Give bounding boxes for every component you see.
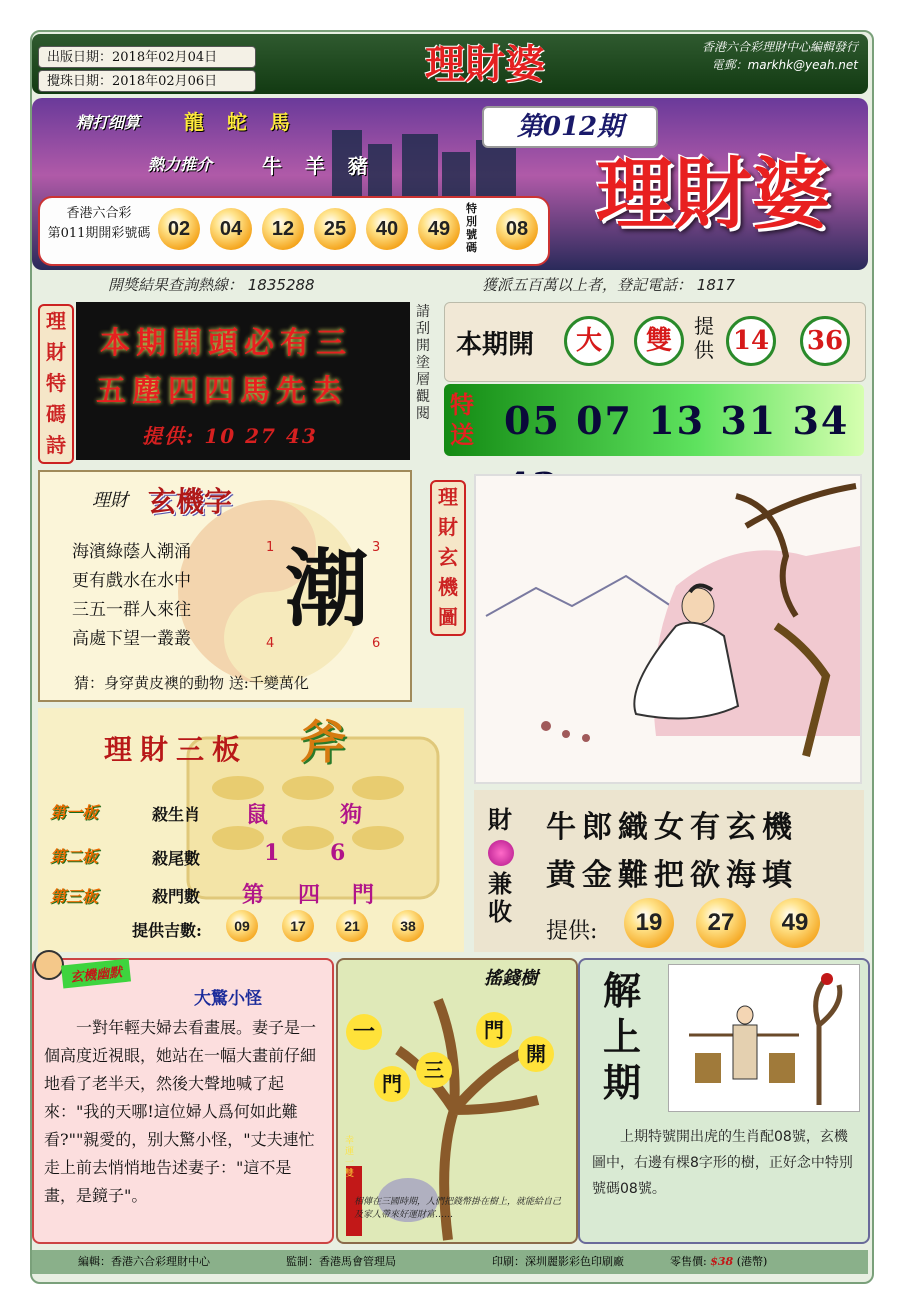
mystic-word-title: 玄機字 <box>148 485 233 518</box>
poem-line-1: 本期開頭必有三 <box>100 326 352 361</box>
precise-label: 精打细算 <box>76 113 141 132</box>
board-2-title: 殺尾數 <box>152 849 201 868</box>
corner-number: 3 <box>372 540 381 555</box>
corner-number: 1 <box>266 540 275 555</box>
publisher-info <box>610 38 858 74</box>
result-ball: 49 <box>418 208 460 250</box>
fruit-tag: 門 <box>476 1012 512 1048</box>
price-value: $38 <box>710 1255 734 1268</box>
mystic-poem-line: 三五一群人來往 <box>72 600 191 620</box>
big-indicator: 大 <box>564 316 614 366</box>
result-ball: 12 <box>262 208 304 250</box>
draw-date: 攪珠日期：2018年02月06日 <box>38 70 256 92</box>
even-indicator: 雙 <box>634 316 684 366</box>
board-2-label: 第二板 <box>50 847 99 866</box>
fruit-tag: 開 <box>518 1036 554 1072</box>
mystic-word-label: 理財 <box>92 490 128 511</box>
poem-provide: 提供: 10 27 43 <box>142 424 318 448</box>
lucky-ball: 09 <box>226 910 258 942</box>
lottery-name: 香港六合彩 <box>66 206 132 221</box>
mystic-hint: 猜：身穿黄皮襖的動物 送:千變萬化 <box>74 674 309 692</box>
footer-price <box>670 1250 767 1274</box>
scratch-hint: 請刮開塗層觀閱 <box>416 304 430 422</box>
swirl-icon <box>488 840 514 866</box>
brand-title-large: 理財婆 <box>595 149 830 240</box>
wealth-ball: 19 <box>624 898 674 948</box>
mystic-picture <box>474 474 862 784</box>
mystic-poem <box>72 538 191 654</box>
board-1-title: 殺生肖 <box>152 805 201 824</box>
hot-label: 熱力推介 <box>148 155 213 174</box>
wealth-side-top: 財 <box>488 805 512 834</box>
wealth-line-2: 黄金難把欲海填 <box>546 858 798 893</box>
lucky-ball: 38 <box>392 910 424 942</box>
result-ball: 02 <box>158 208 200 250</box>
special-result-ball: 08 <box>496 208 538 250</box>
wealth-provide-label: 提供: <box>546 919 598 944</box>
fruit-tag: 三 <box>416 1052 452 1088</box>
three-boards-title: 理財三板 <box>104 733 249 766</box>
fruit-tag: 門 <box>374 1066 410 1102</box>
board-3-value: 第 <box>242 882 265 908</box>
corner-number: 4 <box>266 636 275 651</box>
axe-character: 斧 <box>300 715 346 769</box>
wealth-side-bottom: 兼收 <box>488 869 512 926</box>
humor-text: 一對年輕夫婦去看畫展。妻子是一個高度近視眼，她站在一幅大畫前仔細地看了老半天，然後大聲地喊了起來："我的天哪!這位婦人爲何如此難看?""親愛的，别大驚小怪，"丈夫連忙走上前去悄悄地告述妻子："這不是畫，是鏡子"。 <box>44 1018 317 1205</box>
provide-number-2: 36 <box>800 316 850 366</box>
register-phone: 獲派五百萬以上者，登記電話： 1817 <box>482 276 735 294</box>
result-ball: 25 <box>314 208 356 250</box>
result-hotline: 開獎結果查詢熱線： 1835288 <box>108 276 315 294</box>
wealth-ball: 49 <box>770 898 820 948</box>
board-3-title: 殺門數 <box>152 887 201 906</box>
scholar-illustration <box>476 476 860 782</box>
brand-title-small: 理財婆 <box>425 41 545 88</box>
board-2-value: 6 <box>330 840 346 866</box>
lucky-ball: 17 <box>282 910 314 942</box>
issue-number: 第012期 <box>482 106 658 148</box>
publisher-email[interactable]: 電郵：markhk@yeah.net <box>711 58 858 72</box>
lucky-ball: 21 <box>336 910 368 942</box>
board-3-label: 第三板 <box>50 887 99 906</box>
result-ball: 40 <box>366 208 408 250</box>
wealth-line-1: 牛郎織女有玄機 <box>546 810 798 845</box>
solve-last-text: 上期特號開出虎的生肖配08號，玄機圖中，右邊有棵8字形的樹，正好念中特別號碼08號。 <box>592 1129 853 1197</box>
poem-tag: 理財特碼詩 <box>38 304 74 464</box>
special-tag: 特送 <box>450 390 474 449</box>
skyline-building <box>402 134 438 200</box>
fruit-tag: 一 <box>346 1014 382 1050</box>
lucky-label: 提供吉數: <box>132 921 202 940</box>
cartoon-avatar-icon <box>34 950 64 980</box>
mystic-poem-line: 海濱綠蔭人潮涌 <box>72 542 191 562</box>
result-ball: 04 <box>210 208 252 250</box>
board-1-value: 鼠 <box>246 802 269 828</box>
footer-editor: 編輯：香港六合彩理財中心 <box>78 1255 210 1268</box>
humor-title: 大驚小怪 <box>194 989 262 1009</box>
solve-last-title: 解上期 <box>602 968 641 1105</box>
board-3-value: 門 <box>352 882 375 908</box>
special-number-label: 特別號碼 <box>466 202 477 254</box>
precise-zodiacs: 龍 蛇 馬 <box>184 110 298 134</box>
price-currency: (港幣) <box>736 1255 768 1268</box>
last-issue-label: 第011期開彩號碼 <box>47 226 151 241</box>
mystic-picture-tag: 理財玄機圖 <box>430 480 466 636</box>
corner-number: 6 <box>372 636 381 651</box>
wealth-ball: 27 <box>696 898 746 948</box>
publish-date: 出版日期：2018年02月04日 <box>38 46 256 68</box>
solve-last-picture <box>668 964 860 1112</box>
board-2-value: 1 <box>264 840 280 866</box>
board-3-value: 四 <box>298 882 321 908</box>
mystic-poem-line: 更有戲水在水中 <box>72 571 191 591</box>
poem-line-2: 五塵四四馬先去 <box>96 374 348 409</box>
footer-printer: 印刷：深圳麗影彩色印刷廠 <box>492 1255 624 1268</box>
last-results-title <box>44 204 154 244</box>
footer-supervisor: 監制：香港馬會管理局 <box>286 1255 396 1268</box>
publisher-name: 香港六合彩理財中心編輯發行 <box>701 40 858 54</box>
lucky-stamp: 幸運一雙 <box>345 1136 355 1179</box>
porter-illustration <box>669 965 859 1111</box>
price-label: 零售價: <box>670 1255 707 1268</box>
board-1-label: 第一板 <box>50 803 99 822</box>
humor-badge: 玄機幽默 <box>61 959 131 989</box>
open-label: 本期開 <box>456 330 535 360</box>
money-tree-note: 相傳在三國時期，人們把錢幣掛在樹上，就能給自己及家人帶來好運財富…… <box>354 1197 562 1220</box>
skyline-building <box>476 140 516 200</box>
provide-number-1: 14 <box>726 316 776 366</box>
money-tree-title: 搖錢樹 <box>484 968 538 989</box>
special-numbers: 05 07 13 31 34 <box>504 398 850 443</box>
hot-zodiacs: 牛 羊 豬 <box>262 154 376 178</box>
mystic-character: 潮 <box>284 539 369 638</box>
skyline-building <box>442 152 470 200</box>
provide-label: 提供 <box>694 314 714 362</box>
mystic-poem-line: 高處下望一叢叢 <box>72 629 191 649</box>
board-1-value: 狗 <box>340 802 363 828</box>
